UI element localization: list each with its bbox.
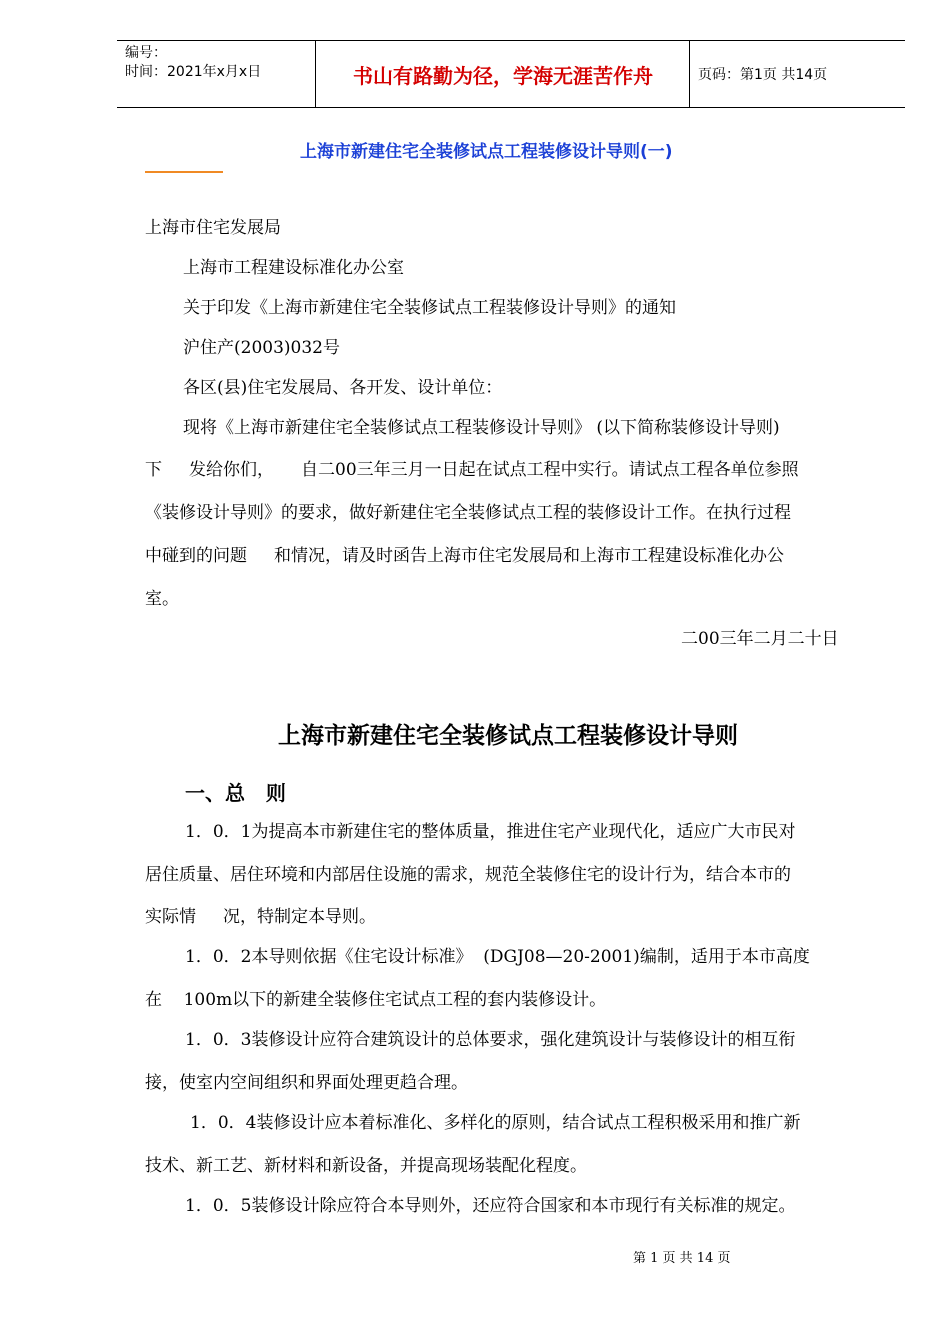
notice-body-line: 下 发给你们， 自二00三年三月一日起在试点工程中实行。请试点工程各单位参照 — [145, 460, 799, 480]
header-divider-1 — [315, 40, 316, 107]
clause-line: 在 100m以下的新建全装修住宅试点工程的套内装修设计。 — [145, 990, 607, 1010]
clause-line: 1．0．4装修设计应本着标准化、多样化的原则，结合试点工程积极采用和推广新 — [190, 1113, 801, 1133]
header-page-label: 页码：第1页 共14页 — [698, 67, 828, 83]
notice-issuer-1: 上海市住宅发展局 — [145, 218, 281, 238]
notice-body-line: 中碰到的问题 和情况，请及时函告上海市住宅发展局和上海市工程建设标准化办公 — [145, 546, 785, 566]
notice-body-line: 室。 — [145, 589, 179, 609]
header-divider-2 — [689, 40, 690, 107]
header-bottom-rule — [117, 107, 905, 108]
header-top-rule — [117, 40, 905, 41]
clause-line: 1．0．2本导则依据《住宅设计标准》 (DGJ08—20-2001)编制，适用于本市高度 — [185, 947, 810, 967]
clause-line: 1．0．1为提高本市新建住宅的整体质量，推进住宅产业现代化，适应广大市民对 — [185, 822, 796, 842]
clause-line: 1．0．3装修设计应符合建筑设计的总体要求，强化建筑设计与装修设计的相互衔 — [185, 1030, 796, 1050]
page-footer: 第 1 页 共 14 页 — [633, 1251, 731, 1266]
header-time-label: 时间：2021年x月x日 — [125, 64, 262, 80]
clause-line: 接，使室内空间组织和界面处理更趋合理。 — [145, 1073, 468, 1093]
clause-line: 1．0．5装修设计除应符合本导则外，还应符合国家和本市现行有关标准的规定。 — [185, 1196, 796, 1216]
clause-line: 居住质量、居住环境和内部居住设施的需求，规范全装修住宅的设计行为，结合本市的 — [145, 865, 791, 885]
notice-subject: 关于印发《上海市新建住宅全装修试点工程装修设计导则》的通知 — [183, 298, 676, 318]
section-heading: 一、总 则 — [185, 781, 286, 805]
clause-line: 技术、新工艺、新材料和新设备，并提高现场装配化程度。 — [145, 1156, 587, 1176]
clause-line: 实际情 况，特制定本导则。 — [145, 907, 377, 927]
notice-date: 二00三年二月二十日 — [681, 629, 839, 649]
title-underline — [145, 171, 223, 173]
notice-doc-number: 沪住产(2003)032号 — [183, 338, 340, 358]
doc-title: 上海市新建住宅全装修试点工程装修设计导则(一) — [300, 142, 673, 162]
notice-recipients: 各区(县)住宅发展局、各开发、设计单位： — [183, 378, 503, 398]
header-motto: 书山有路勤为径，学海无涯苦作舟 — [353, 64, 653, 88]
notice-body-line: 《装修设计导则》的要求，做好新建住宅全装修试点工程的装修设计工作。在执行过程 — [145, 503, 791, 523]
main-title: 上海市新建住宅全装修试点工程装修设计导则 — [278, 723, 738, 749]
notice-body-line: 现将《上海市新建住宅全装修试点工程装修设计导则》 (以下简称装修设计导则) — [183, 418, 780, 438]
header-number-label: 编号： — [125, 45, 167, 61]
notice-issuer-2: 上海市工程建设标准化办公室 — [183, 258, 404, 278]
